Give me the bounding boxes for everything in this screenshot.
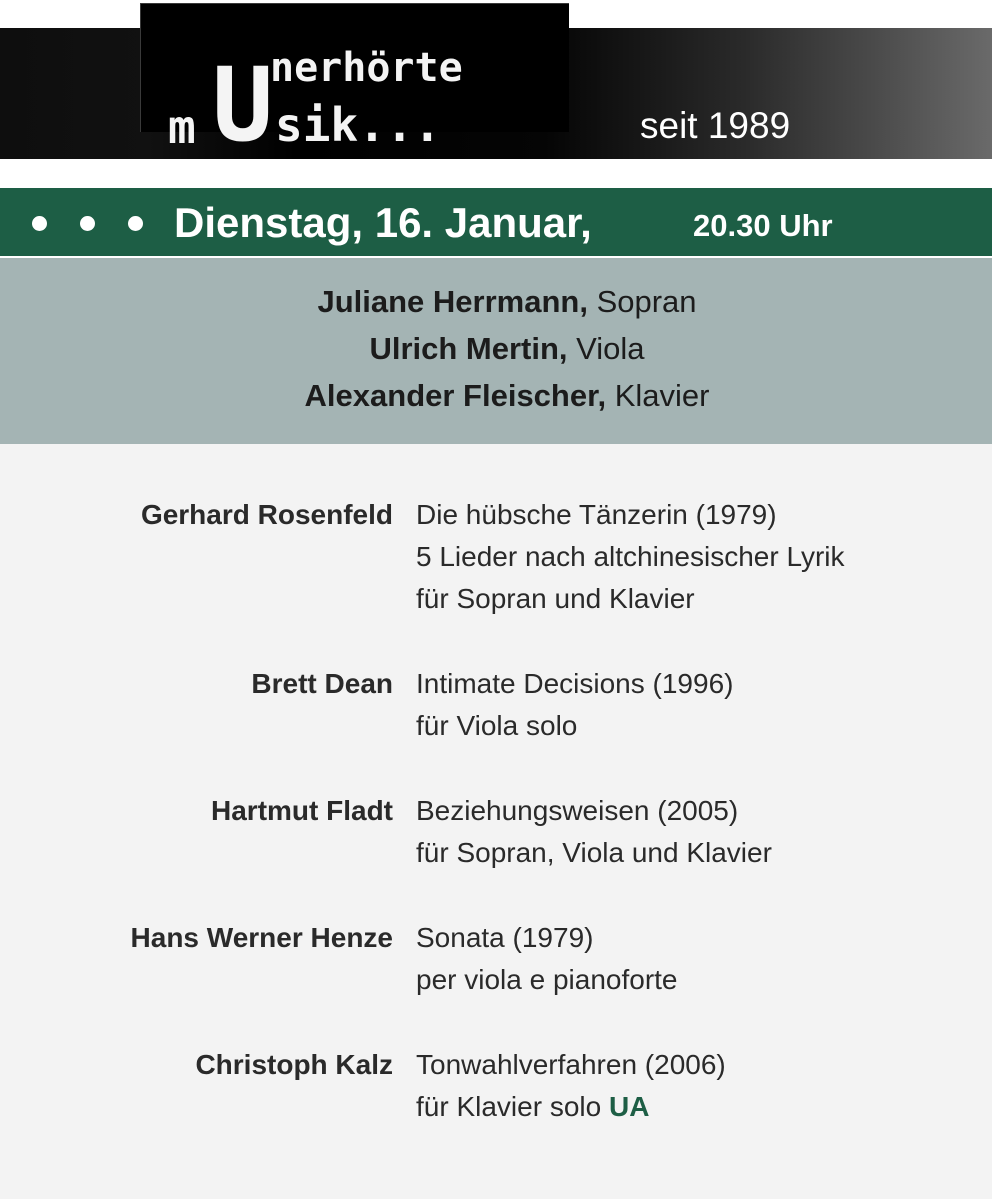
work-entry	[416, 494, 845, 620]
composer-name: Hans Werner Henze	[130, 922, 393, 953]
performer-name: Alexander Fleischer,	[304, 378, 607, 413]
logo-letter-m: m	[168, 100, 196, 154]
performer-line	[0, 284, 992, 320]
performer-role: Sopran	[596, 284, 697, 319]
bullet-dots	[32, 216, 152, 234]
work-entry	[416, 790, 772, 874]
work-line: für Sopran, Viola und Klavier	[416, 837, 772, 868]
work-line: per viola e pianoforte	[416, 964, 678, 995]
event-time: 20.30 Uhr	[693, 208, 833, 243]
work-line: Intimate Decisions (1996)	[416, 668, 734, 699]
performer-role: Viola	[576, 331, 645, 366]
bullet-dot-icon	[32, 216, 47, 231]
work-line: 5 Lieder nach altchinesischer Lyrik	[416, 541, 845, 572]
performer-line	[0, 378, 992, 414]
composer-name: Gerhard Rosenfeld	[140, 499, 393, 530]
logo-text-line2: sik...	[275, 98, 442, 152]
performer-name: Juliane Herrmann,	[317, 284, 588, 319]
composer-name: Hartmut Fladt	[211, 795, 393, 826]
work-line: Sonata (1979)	[416, 922, 594, 953]
bullet-dot-icon	[80, 216, 95, 231]
work-entry	[416, 917, 678, 1001]
logo-text-line1: nerhörte	[270, 45, 463, 91]
bullet-dot-icon	[128, 216, 143, 231]
work-entry	[416, 663, 733, 747]
work-line-text: für Klavier solo	[416, 1091, 602, 1122]
work-line: für Sopran und Klavier	[416, 583, 695, 614]
performer-name: Ulrich Mertin,	[369, 331, 568, 366]
performer-role: Klavier	[614, 378, 710, 413]
work-line: Die hübsche Tänzerin (1979)	[416, 499, 777, 530]
logo-big-letter: U	[212, 46, 274, 165]
composer-name: Brett Dean	[251, 668, 393, 699]
event-date: Dienstag, 16. Januar,	[174, 199, 592, 246]
since-year-text: seit 1989	[640, 105, 791, 146]
composer-name: Christoph Kalz	[195, 1049, 393, 1080]
work-line: Beziehungsweisen (2005)	[416, 795, 739, 826]
premiere-badge: UA	[608, 1091, 650, 1122]
work-entry	[416, 1044, 726, 1128]
work-line: Tonwahlverfahren (2006)	[416, 1049, 726, 1080]
work-line: für Viola solo	[416, 710, 578, 741]
work-line	[416, 1086, 726, 1128]
performer-line	[0, 331, 992, 367]
